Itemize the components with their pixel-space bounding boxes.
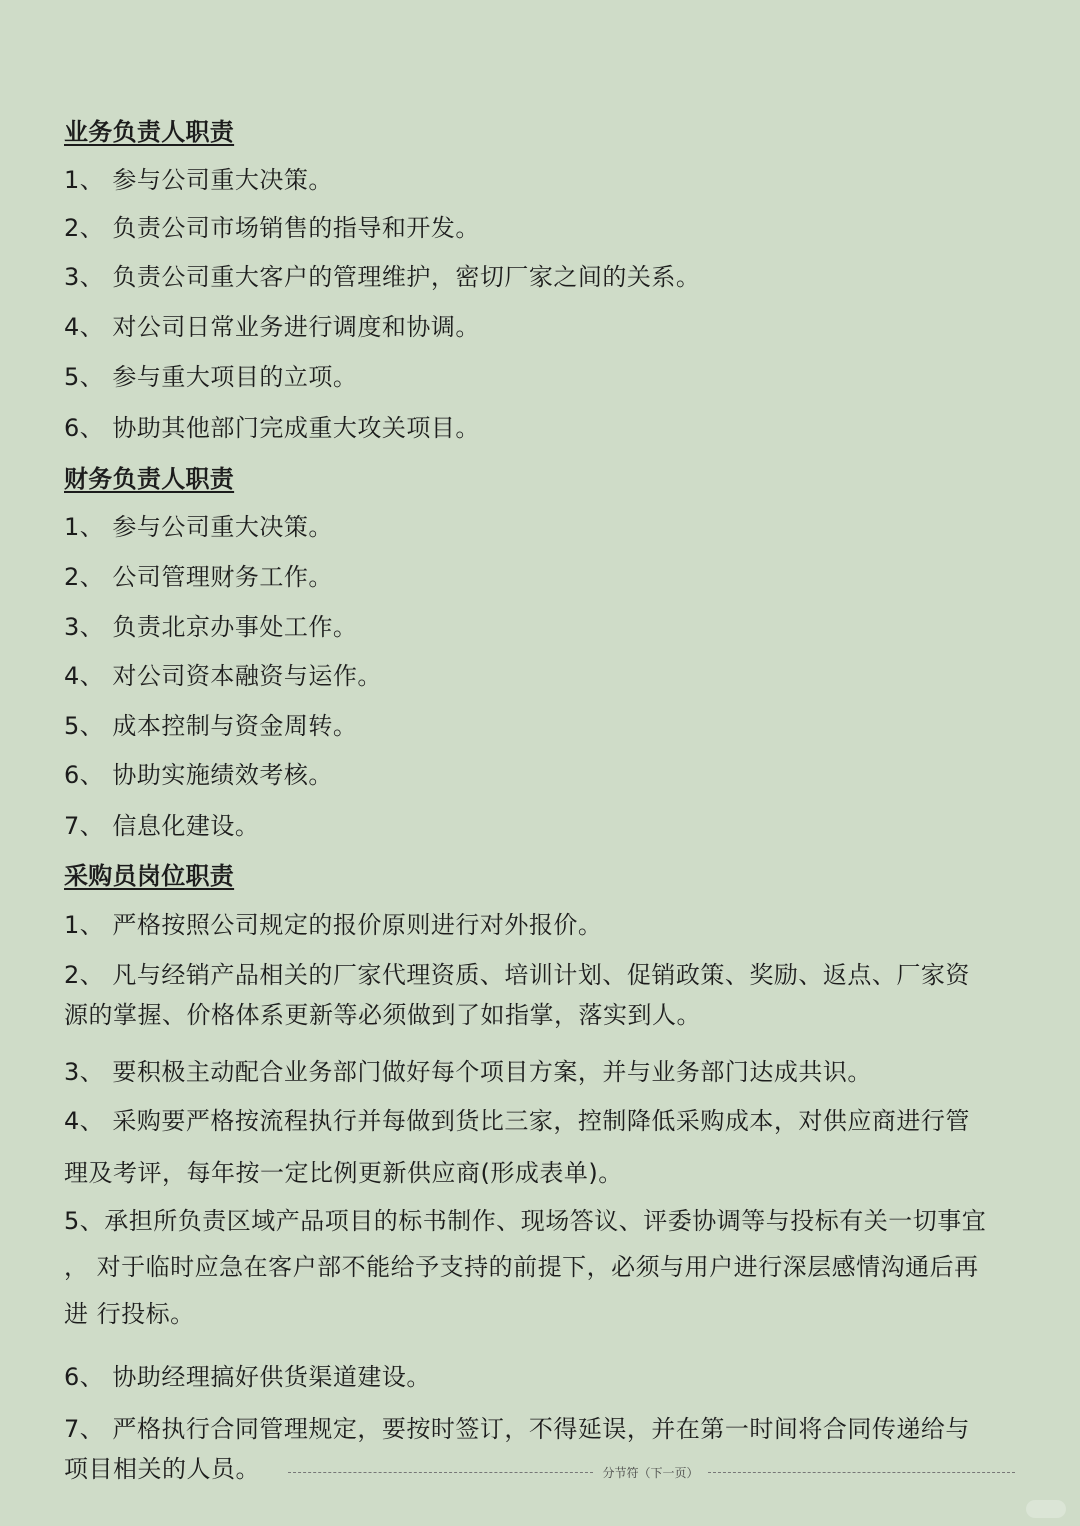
list-item: 4、 对公司日常业务进行调度和协调。	[64, 313, 480, 341]
list-item: 6、 协助实施绩效考核。	[64, 761, 333, 789]
list-item: 6、 协助其他部门完成重大攻关项目。	[64, 414, 480, 442]
list-item: 5、承担所负责区域产品项目的标书制作、现场答议、评委协调等与投标有关一切事宜	[64, 1207, 987, 1235]
list-item: 5、 成本控制与资金周转。	[64, 712, 358, 740]
list-item: 3、 负责北京办事处工作。	[64, 613, 358, 641]
list-item-continuation: 进 行投标。	[64, 1300, 195, 1328]
section-break-marker	[288, 1463, 1015, 1483]
section-break-label: 分节符（下一页）	[602, 1466, 699, 1480]
section-heading-purchasing: 采购员岗位职责	[64, 862, 235, 890]
list-item: 2、 公司管理财务工作。	[64, 563, 333, 591]
list-item: 2、 凡与经销产品相关的厂家代理资质、培训计划、促销政策、奖励、返点、厂家资	[64, 961, 970, 989]
list-item: 4、 对公司资本融资与运作。	[64, 662, 382, 690]
list-item: 4、 采购要严格按流程执行并每做到货比三家，控制降低采购成本，对供应商进行管	[64, 1107, 970, 1135]
list-item: 2、 负责公司市场销售的指导和开发。	[64, 214, 480, 242]
list-item: 1、 参与公司重大决策。	[64, 166, 333, 194]
list-item: 7、 信息化建设。	[64, 812, 260, 840]
list-item: 6、 协助经理搞好供货渠道建设。	[64, 1363, 431, 1391]
list-item: 3、 负责公司重大客户的管理维护，密切厂家之间的关系。	[64, 263, 701, 291]
list-item: 1、 参与公司重大决策。	[64, 513, 333, 541]
list-item: 7、 严格执行合同管理规定，要按时签订，不得延误，并在第一时间将合同传递给与	[64, 1415, 970, 1443]
dashed-line	[288, 1472, 593, 1473]
list-item: 1、 严格按照公司规定的报价原则进行对外报价。	[64, 911, 603, 939]
list-item-continuation: 源的掌握、价格体系更新等必须做到了如指掌，落实到人。	[64, 1001, 701, 1029]
list-item-continuation: 项目相关的人员。	[64, 1455, 260, 1483]
section-heading-business: 业务负责人职责	[64, 118, 235, 146]
list-item-continuation: ， 对于临时应急在客户部不能给予支持的前提下，必须与用户进行深层感情沟通后再	[64, 1253, 979, 1281]
list-item-continuation: 理及考评，每年按一定比例更新供应商(形成表单)。	[64, 1159, 623, 1187]
list-item: 5、 参与重大项目的立项。	[64, 363, 358, 391]
dashed-line	[708, 1472, 1015, 1473]
list-item: 3、 要积极主动配合业务部门做好每个项目方案，并与业务部门达成共识。	[64, 1058, 872, 1086]
section-heading-finance: 财务负责人职责	[64, 465, 235, 493]
corner-watermark	[1026, 1500, 1066, 1518]
